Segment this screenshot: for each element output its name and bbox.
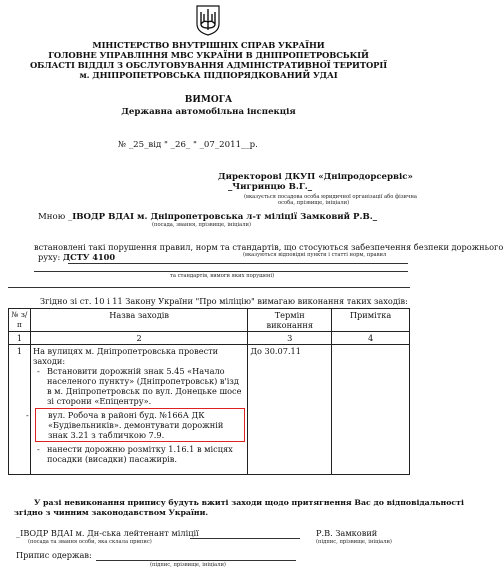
- law-intro: Згідно зі ст. 10 і 11 Закону України "Про міліцію" вимагаю виконання таких заходів:: [40, 296, 408, 306]
- addressee-line1: Директорові ДКУП «Дніпродорсервіс»: [218, 172, 413, 182]
- col-num-4: 4: [332, 332, 410, 345]
- measures-intro: На вулицях м. Дніпропетровська провести заходи:: [32, 346, 219, 366]
- violations-note-bottom: та стандартів, вимоги яких порушені): [170, 273, 275, 279]
- table-header-row: [9, 309, 410, 332]
- col-num-2: 2: [30, 332, 247, 345]
- violations-underline: [68, 263, 408, 264]
- header-remark: Примітка: [332, 309, 410, 332]
- violations-line2: [38, 252, 115, 262]
- warning-line1: У разі невиконання припису будуть вжиті заходи щодо притягнення Вас до відповідальності: [34, 498, 464, 507]
- addressee-note2: особа, прізвище, ініціали): [278, 200, 350, 206]
- signer-name: Р.В. Замковий: [316, 528, 378, 538]
- document-title: ВИМОГА: [184, 95, 233, 105]
- issuer-line: [38, 212, 377, 222]
- addressee-note1: (вказується посадова особа юридичної організації або фізична: [244, 194, 417, 200]
- col-num-1: 1: [9, 332, 31, 345]
- addressee-line2: _Чигринцю В.Г._: [228, 182, 313, 192]
- issuer-name: ІВОДР ВДАІ м. Дніпропетровська л-т міліції Замковий Р.В._: [72, 212, 378, 222]
- measures-list: [33, 366, 245, 464]
- violations-note-right: (вказуються відповідні пункти і статті норм, правил: [243, 252, 387, 258]
- violations-standard: ДСТУ 4100: [62, 252, 116, 262]
- header-unit: м. ДНІПРОПЕТРОВСЬКА ПІДПОРЯДКОВАНИЙ УДАІ: [79, 70, 338, 80]
- header-number: № з/п: [9, 309, 31, 332]
- received-note: (підпис, прізвище, ініціали): [150, 562, 226, 568]
- signature-line: [190, 538, 300, 539]
- row-measures: [30, 345, 247, 475]
- row-number: 1: [9, 345, 31, 475]
- header-deadline: Термін виконання: [248, 309, 332, 332]
- row-deadline: До 30.07.11: [248, 345, 332, 475]
- list-item: - нанести дорожню розмітку 1.16.1 в місцях посадки (висадки) пасажирів.: [47, 444, 245, 464]
- signer-position-note: (посада та звання особи, яка склала припис): [28, 539, 152, 545]
- issuer-prefix: Мною _: [38, 212, 73, 222]
- warning-line2: згідно з чинним законодавством України.: [14, 508, 209, 517]
- document-number: № _25_від " _26_ " _07_2011__р.: [118, 140, 258, 150]
- header-measures: Назва заходів: [30, 309, 247, 332]
- signer-position: _ІВОДР ВДАІ м. Дн-ська лейтенант міліції: [16, 528, 199, 538]
- list-item: - Встановити дорожній знак 5.45 «Начало населеного пункту» (Дніпропетровськ) в'ізд в м. Дніпропетровськ по вул. Донецьке шосе зі сторони «Епіцентру».: [47, 366, 245, 406]
- col-num-3: 3: [248, 332, 332, 345]
- violations-underline-2: [34, 271, 408, 272]
- trident-icon: [195, 4, 221, 36]
- measures-table: [8, 308, 410, 475]
- issuer-note: (посада, звання, прізвище, ініціали): [152, 222, 251, 228]
- received-signature-line: [96, 560, 296, 561]
- section-divider: [8, 287, 410, 288]
- table-column-numbers: [9, 332, 410, 345]
- received-label: Припис одержав:: [16, 550, 92, 560]
- signer-name-note: (підпис, прізвище, ініціали): [316, 539, 392, 545]
- violations-line1: встановлені такі порушення правил, норм та стандартів, що стосуються забезпечення безпеки дорожнього: [34, 242, 503, 252]
- header-ministry: МІНІСТЕРСТВО ВНУТРІШНІХ СПРАВ УКРАЇНИ: [92, 40, 325, 50]
- header-department: ОБЛАСТІ ВІДДІЛ З ОБСЛУГОВУВАННЯ АДМІНІСТРАТИВНОЇ ТЕРИТОРІЇ: [29, 60, 388, 70]
- violations-prefix: руху:: [38, 252, 61, 262]
- highlighted-list-item: - вул. Робоча в районі буд. №166А ДК «Будівельників». демонтувати дорожній знак 3.21 з табличкою 7.9.: [35, 408, 245, 442]
- row-remark: [332, 345, 410, 475]
- header-main-department: ГОЛОВНЕ УПРАВЛІННЯ МВС УКРАЇНИ В ДНІПРОПЕТРОВСЬКІЙ: [48, 50, 369, 60]
- document-subtitle: Державна автомобільна інспекція: [121, 107, 296, 117]
- table-row: [9, 345, 410, 475]
